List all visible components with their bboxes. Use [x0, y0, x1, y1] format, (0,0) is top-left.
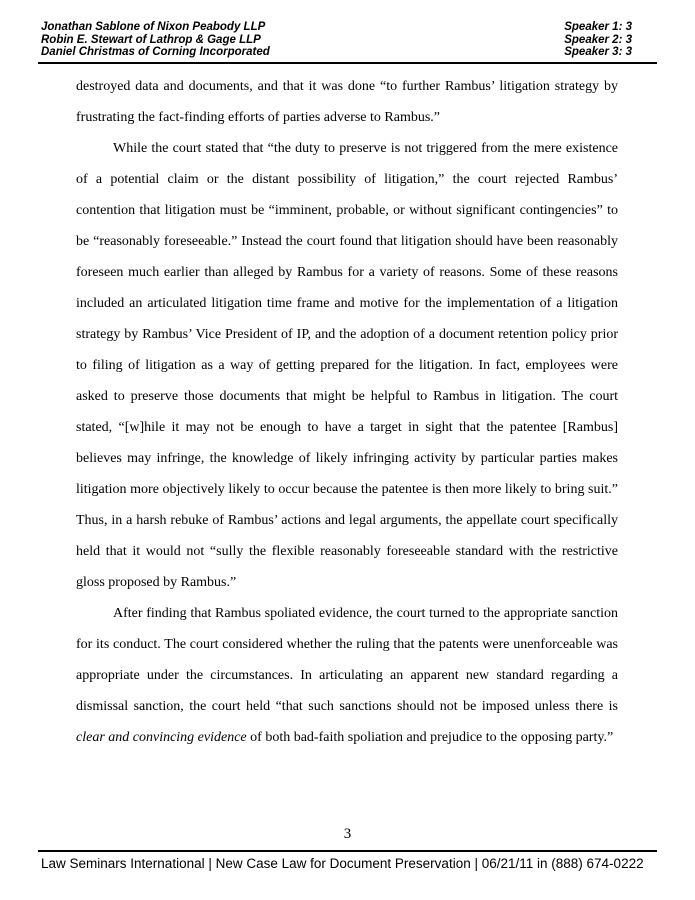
paragraph-run: destroyed data and documents, and that it was done “to further Rambus’ litigation strategy by frustrating the fact-finding efforts of parties adverse to Rambus.”	[76, 79, 618, 125]
header-row	[41, 46, 632, 59]
page-footer	[38, 850, 657, 872]
header-speaker-ref: Speaker 3: 3	[564, 46, 632, 58]
header-rule	[38, 62, 657, 64]
paragraph	[76, 598, 618, 753]
header-speaker-ref: Speaker 2: 3	[564, 33, 632, 46]
page-header	[38, 21, 657, 64]
header-author: Daniel Christmas of Corning Incorporated	[41, 46, 270, 58]
paragraph-run-italic: clear and convincing evidence	[76, 730, 247, 745]
header-author: Robin E. Stewart of Lathrop & Gage LLP	[41, 33, 261, 46]
document-body	[76, 71, 618, 753]
page-number: 3	[343, 826, 352, 842]
header-row	[41, 21, 632, 34]
footer-rule	[38, 850, 657, 852]
paragraph-run: While the court stated that “the duty to preserve is not triggered from the mere existence of a potential claim or the distant possibility of litigation,” the court rejected Rambus’ contention that litigation must be “imminent, probable, or without significant contingencies” to be “reasonably foreseeable.” Instead the court found that litigation should have been reasonably foreseen much earlier than alleged by Rambus for a variety of reasons. Some of these reasons included an articulated litigation time frame and motive for the implementation of a litigation strategy by Rambus’ Vice President of IP, and the adoption of a document retention policy prior to filing of litigation as a way of getting prepared for the litigation. In fact, employees were asked to preserve those documents that might be helpful to Rambus in litigation. The court stated, “[w]hile it may not be enough to have a target in sight that the patentee [Rambus] believes may infringe, the knowledge of likely infringing activity by particular parties makes litigation more objectively likely to occur because the patentee is then more likely to bring suit.” Thus, in a harsh rebuke of Rambus’ actions and legal arguments, the appellate court specifically held that it would not “sully the flexible reasonably foreseeable standard with the restrictive gloss proposed by Rambus.”	[76, 141, 618, 590]
header-rows	[38, 21, 657, 59]
paragraph	[76, 133, 618, 598]
paragraph-run: of both bad-faith spoliation and prejudice to the opposing party.”	[246, 730, 614, 745]
header-row	[41, 34, 632, 47]
paragraph-run: After finding that Rambus spoliated evidence, the court turned to the appropriate sanction for its conduct. The court considered whether the ruling that the patents were unenforceable was appropriate under the circumstances. In articulating an apparent new standard regarding a dismissal sanction, the court held “that such sanctions should not be imposed unless there is	[76, 606, 618, 714]
header-author: Jonathan Sablone of Nixon Peabody LLP	[41, 21, 266, 33]
header-speaker-ref: Speaker 1: 3	[564, 21, 632, 33]
paragraph	[76, 71, 618, 133]
footer-text: Law Seminars International | New Case Law for Document Preservation | 06/21/11 in (888) 674-0222	[41, 856, 644, 871]
